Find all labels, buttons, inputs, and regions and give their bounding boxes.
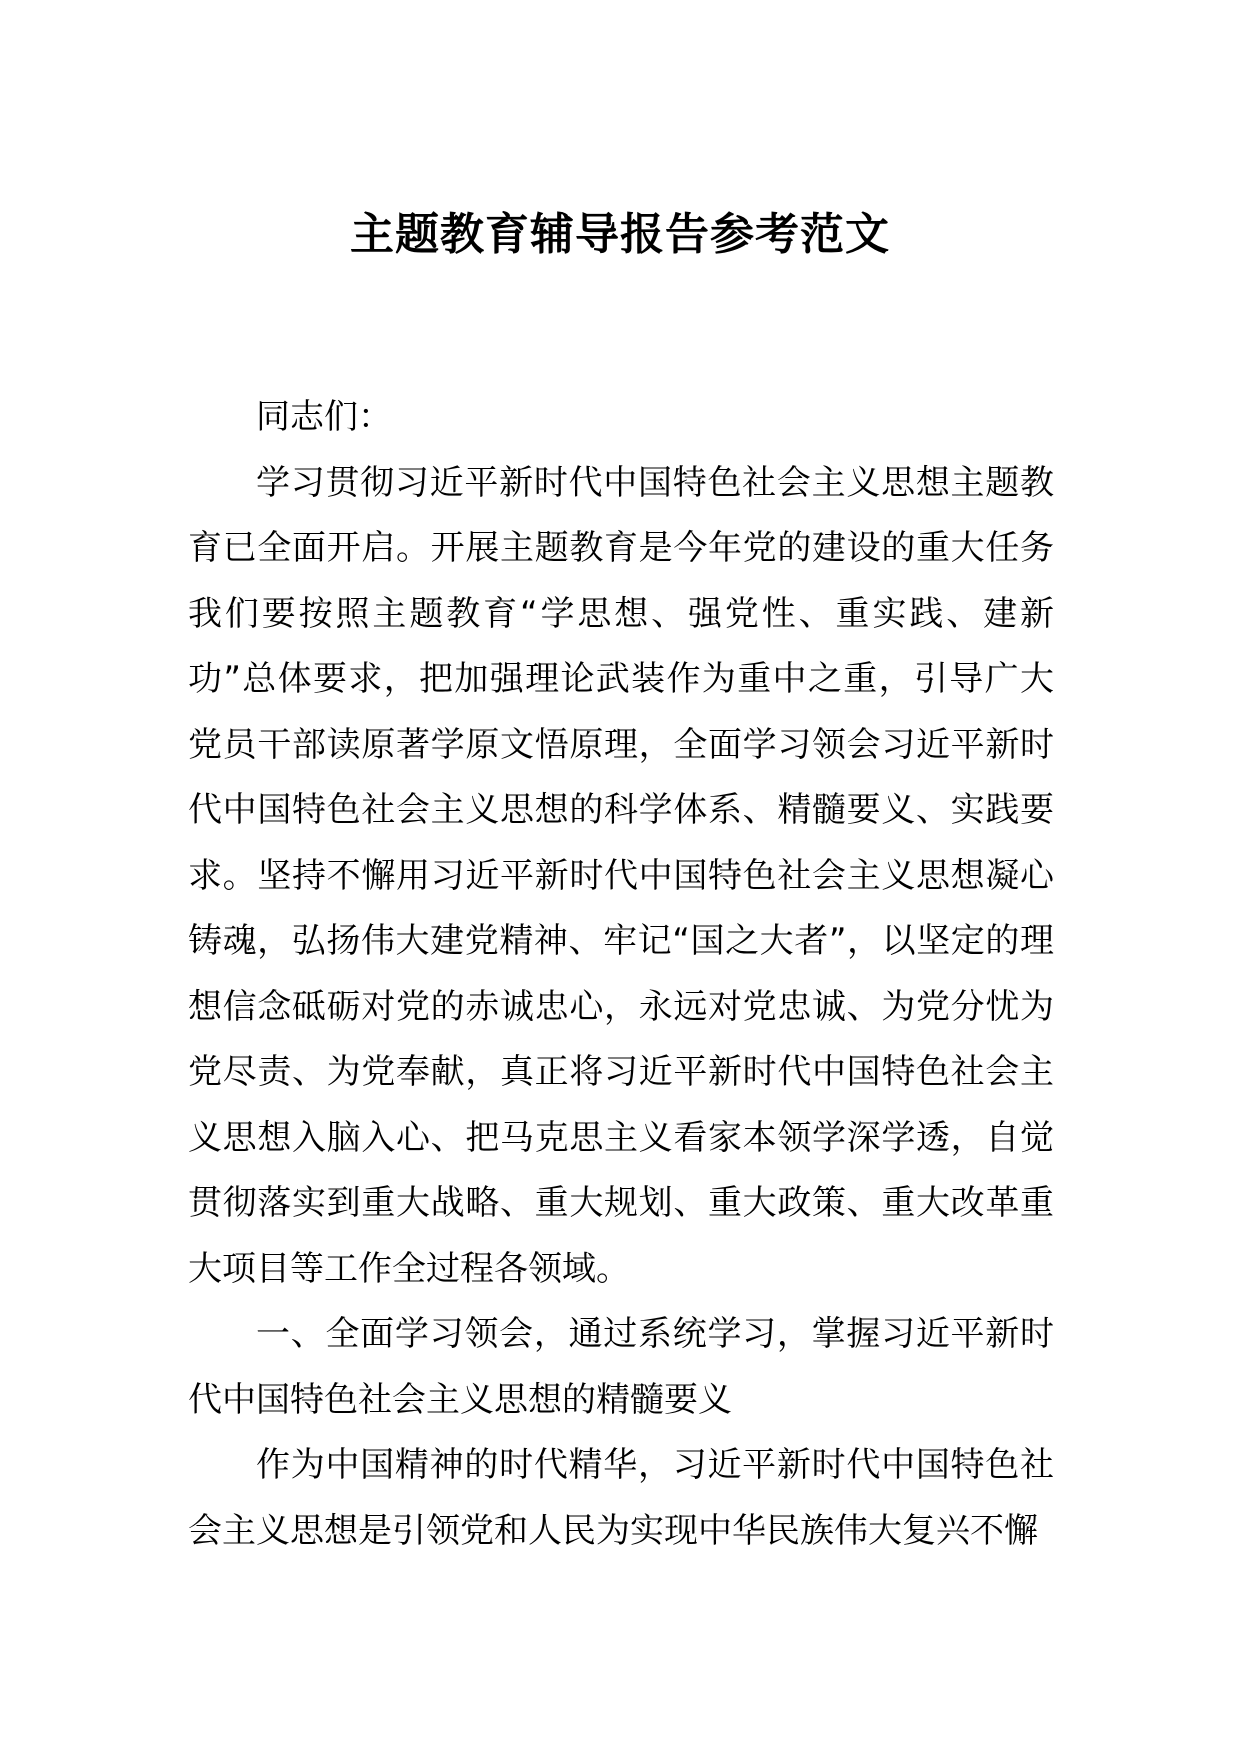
paragraph-section-1: 作为中国精神的时代精华，习近平新时代中国特色社会主义思想是引领党和人民为实现中华民族伟大复兴不懈 (188, 1445, 1054, 1551)
document-body (188, 385, 1054, 1564)
document-title: 主题教育辅导报告参考范文 (350, 209, 890, 260)
section-heading-1: 一、全面学习领会，通过系统学习，掌握习近平新时代中国特色社会主义思想的精髓要义 (188, 1314, 1054, 1420)
salutation: 同志们： (256, 397, 392, 437)
paragraph-intro: 学习贯彻习近平新时代中国特色社会主义思想主题教育已全面开启。开展主题教育是今年党的建设的重大任务我们要按照主题教育“学思想、强党性、重实践、建新功”总体要求，把加强理论武装作为重中之重，引导广大党员干部读原著学原文悟原理，全面学习领会习近平新时代中国特色社会主义思想的科学体系、精髓要义、实践要求。坚持不懈用习近平新时代中国特色社会主义思想凝心铸魂，弘扬伟大建党精神、牢记“国之大者”，以坚定的理想信念砥砺对党的赤诚忠心，永远对党忠诚、为党分忧为党尽责、为党奉献，真正将习近平新时代中国特色社会主义思想入脑入心、把马克思主义看家本领学深学透，自觉贯彻落实到重大战略、重大规划、重大政策、重大改革重大项目等工作全过程各领域。 (188, 462, 1054, 1289)
